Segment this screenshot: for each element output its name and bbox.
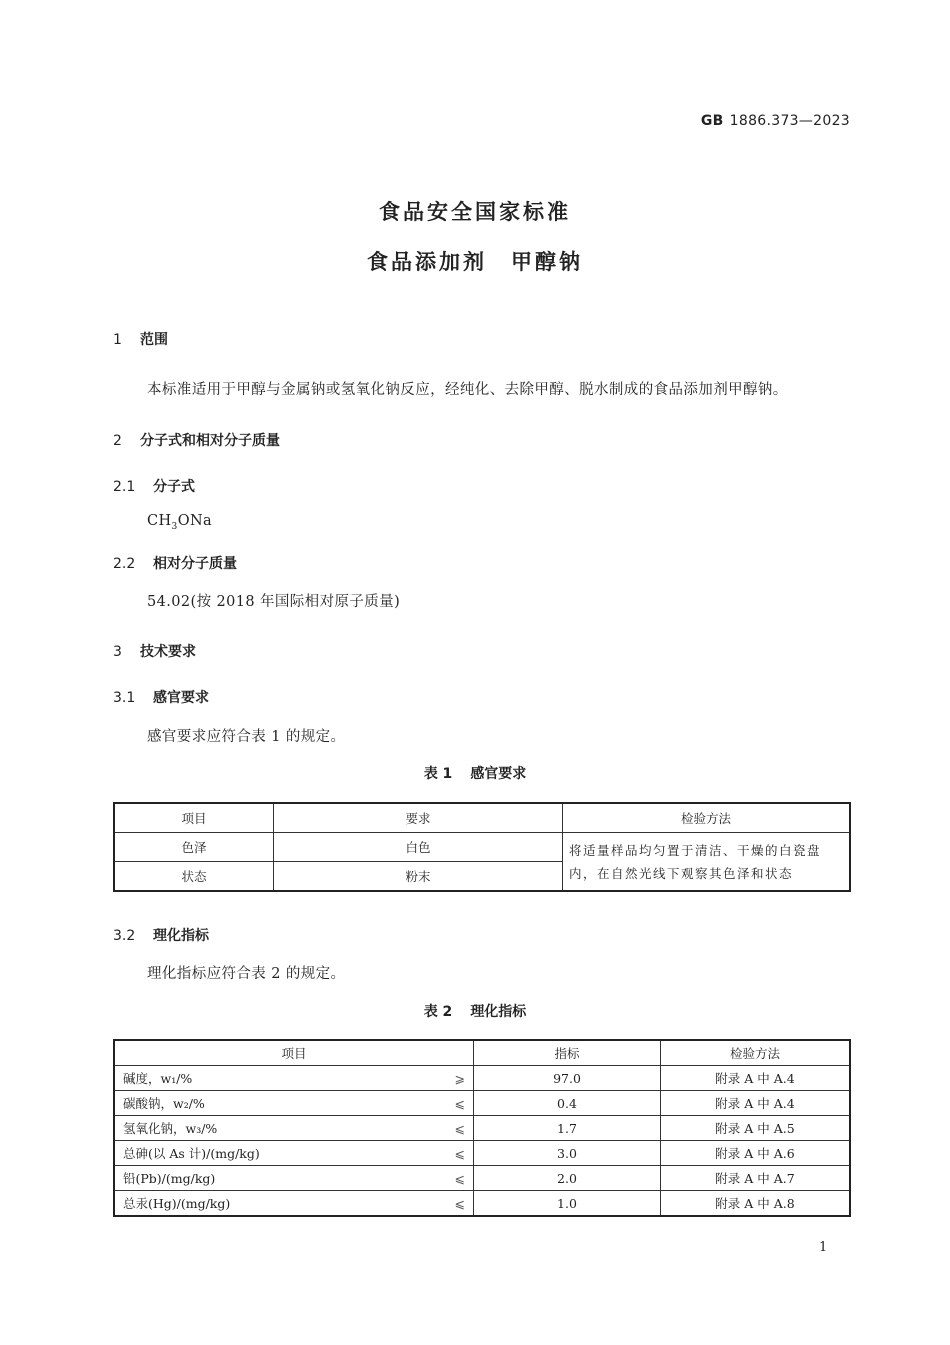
table-row xyxy=(114,833,850,862)
table-header-cell: 要求 xyxy=(274,803,563,833)
molecular-mass-text: 54.02(按 2018 年国际相对原子质量) xyxy=(147,594,401,610)
table-cell-value: 1.7 xyxy=(474,1116,661,1141)
table-row xyxy=(114,1141,850,1166)
section-number: 3.1 xyxy=(113,690,136,706)
table-2-caption xyxy=(0,1001,950,1021)
section-3-1-text: 感官要求应符合表 1 的规定。 xyxy=(147,729,346,745)
table-cell-requirement: 白色 xyxy=(274,833,563,862)
table-row xyxy=(114,1066,850,1091)
table-cell-requirement: 粉末 xyxy=(274,862,563,892)
table-cell-item: 状态 xyxy=(114,862,274,892)
table-cell-method: 附录 A 中 A.8 xyxy=(661,1191,851,1217)
section-2-heading xyxy=(113,430,280,450)
comparison-symbol: ⩽ xyxy=(443,1191,474,1217)
section-3-heading xyxy=(113,641,196,661)
comparison-symbol: ⩽ xyxy=(443,1091,474,1116)
table-cell-item: 色泽 xyxy=(114,833,274,862)
caption-title: 理化指标 xyxy=(470,1004,527,1020)
table-cell-item: 氢氧化钠，w₃/% xyxy=(114,1116,443,1141)
method-line-2: 内，在自然光线下观察其色泽和状态 xyxy=(569,865,794,881)
section-title: 技术要求 xyxy=(140,644,196,660)
table-cell-value: 2.0 xyxy=(474,1166,661,1191)
document-subtitle: 食品添加剂 甲醇钠 xyxy=(367,250,583,274)
caption-number: 表 2 xyxy=(423,1004,453,1020)
section-1-heading xyxy=(113,329,168,349)
section-number: 2.2 xyxy=(113,556,136,572)
table-1-sensory-requirements xyxy=(113,802,851,892)
table-row xyxy=(114,1191,850,1217)
table-cell-method: 附录 A 中 A.6 xyxy=(661,1141,851,1166)
section-1-text: 本标准适用于甲醇与金属钠或氢氧化钠反应，经纯化、去除甲醇、脱水制成的食品添加剂甲醇钠。 xyxy=(147,382,788,398)
section-3-1-heading xyxy=(113,687,209,707)
table-cell-item: 总汞(Hg)/(mg/kg) xyxy=(114,1191,443,1217)
table-cell-value: 97.0 xyxy=(474,1066,661,1091)
table-cell-method: 附录 A 中 A.4 xyxy=(661,1091,851,1116)
table-cell-item: 碱度，w₁/% xyxy=(114,1066,443,1091)
molecular-formula xyxy=(147,513,212,532)
table-cell-item: 碳酸钠，w₂/% xyxy=(114,1091,443,1116)
standard-code-number: 1886.373—2023 xyxy=(729,113,850,129)
comparison-symbol: ⩾ xyxy=(443,1066,474,1091)
comparison-symbol: ⩽ xyxy=(443,1141,474,1166)
page-number: 1 xyxy=(819,1240,828,1255)
section-title: 分子式 xyxy=(153,479,195,495)
table-row xyxy=(114,1091,850,1116)
caption-number: 表 1 xyxy=(423,766,453,782)
table-cell-method: 附录 A 中 A.4 xyxy=(661,1066,851,1091)
section-title: 相对分子质量 xyxy=(153,556,237,572)
table-cell-method xyxy=(563,833,851,892)
section-2-2-heading xyxy=(113,553,237,573)
table-header-cell: 项目 xyxy=(114,803,274,833)
method-line-1: 将适量样品均匀置于清洁、干燥的白瓷盘 xyxy=(569,842,822,858)
section-3-2-text: 理化指标应符合表 2 的规定。 xyxy=(147,966,346,982)
table-cell-value: 0.4 xyxy=(474,1091,661,1116)
comparison-symbol: ⩽ xyxy=(443,1116,474,1141)
formula-subscript: 3 xyxy=(171,521,178,532)
table-1-caption xyxy=(0,763,950,783)
table-header-cell: 指标 xyxy=(474,1040,661,1066)
table-cell-method: 附录 A 中 A.7 xyxy=(661,1166,851,1191)
section-title: 分子式和相对分子质量 xyxy=(140,433,280,449)
section-title: 理化指标 xyxy=(153,928,209,944)
table-cell-item: 总砷(以 As 计)/(mg/kg) xyxy=(114,1141,443,1166)
table-row xyxy=(114,1166,850,1191)
formula-rest: ONa xyxy=(177,513,213,529)
caption-title: 感官要求 xyxy=(470,766,527,782)
table-cell-value: 3.0 xyxy=(474,1141,661,1166)
table-cell-item: 铅(Pb)/(mg/kg) xyxy=(114,1166,443,1191)
table-header-cell: 检验方法 xyxy=(661,1040,851,1066)
document-title: 食品安全国家标准 xyxy=(379,200,571,224)
section-number: 2 xyxy=(113,433,122,449)
section-2-1-heading xyxy=(113,476,195,496)
section-number: 3 xyxy=(113,644,122,660)
table-2-physicochemical-indicators xyxy=(113,1039,851,1217)
section-title: 感官要求 xyxy=(153,690,209,706)
standard-code-prefix: GB xyxy=(700,113,724,129)
comparison-symbol: ⩽ xyxy=(443,1166,474,1191)
table-header-row xyxy=(114,803,850,833)
section-number: 2.1 xyxy=(113,479,136,495)
section-title: 范围 xyxy=(140,332,168,348)
table-header-row xyxy=(114,1040,850,1066)
section-number: 3.2 xyxy=(113,928,136,944)
table-header-cell: 检验方法 xyxy=(563,803,851,833)
table-row xyxy=(114,1116,850,1141)
table-cell-value: 1.0 xyxy=(474,1191,661,1217)
standard-code xyxy=(701,113,850,129)
table-header-cell: 项目 xyxy=(114,1040,474,1066)
table-cell-method: 附录 A 中 A.5 xyxy=(661,1116,851,1141)
section-number: 1 xyxy=(113,332,122,348)
formula-main: CH xyxy=(147,513,172,529)
section-3-2-heading xyxy=(113,925,209,945)
